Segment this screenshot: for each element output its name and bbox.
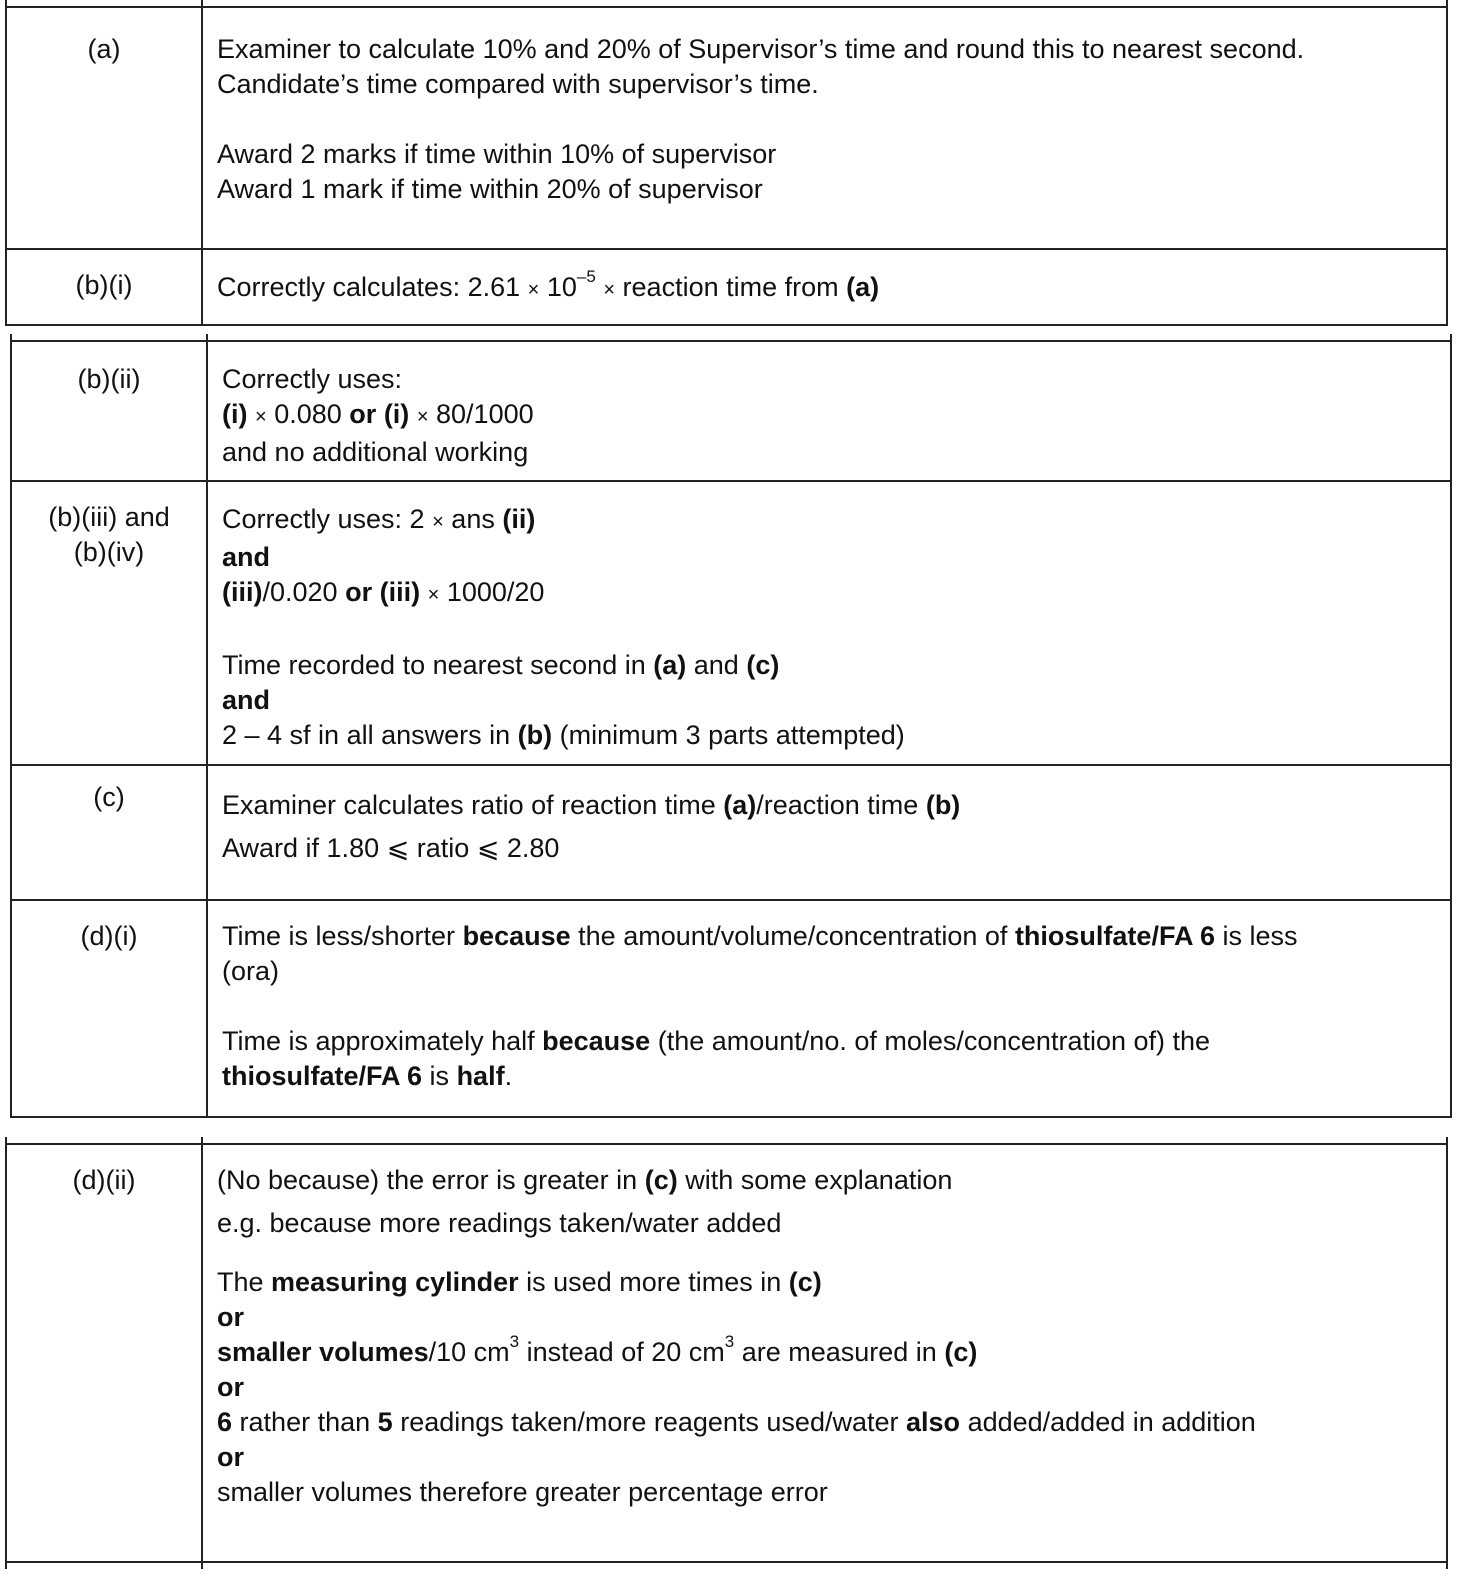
question-label: (b)(ii): [11, 341, 207, 481]
times-symbol: ×: [527, 279, 540, 301]
mark-scheme-table-1: [5, 0, 1448, 326]
table-row: [6, 1144, 1447, 1562]
marking-guidance: Correctly uses: (i) × 0.080 or (i) × 80/1000 and no additional working: [207, 341, 1451, 481]
table-row: [6, 1137, 1447, 1144]
question-label: (c): [11, 765, 207, 900]
mark-scheme-table-2: [10, 334, 1452, 1118]
table-row: [11, 334, 1451, 341]
table-row: [11, 900, 1451, 1117]
marking-guidance: [202, 7, 1447, 249]
times-symbol: ×: [255, 406, 267, 428]
question-label: (d)(ii): [6, 1144, 202, 1562]
marking-guidance: (No because) the error is greater in (c) with some explanation e.g. because more readings taken/water added The measuring cylinder is used more times in (c) or smaller volumes/10 $cm^3$ instead of 20 $cm^3$ are measured in (c) or 6 rather than 5 readings taken/more reagents used/water also added/added in addition or smaller volumes therefore greater percentage error: [202, 1144, 1447, 1562]
question-label: (b)(iii) and (b)(iv): [11, 481, 207, 765]
guidance-line: Award 1 mark if time within 20% of supervisor: [217, 174, 763, 204]
mark-scheme-table-3: [5, 1137, 1448, 1569]
guidance-line: Award 2 marks if time within 10% of supervisor: [217, 139, 777, 169]
table-row: [6, 1562, 1447, 1569]
marking-guidance: Time is less/shorter because the amount/volume/concentration of thiosulfate/FA 6 is less (ora) Time is approximately half because (the amount/no. of moles/concentration of) the thiosulfate/FA 6 is half.: [207, 900, 1451, 1117]
table-row: [6, 7, 1447, 249]
table-row: [6, 249, 1447, 325]
table-row: [11, 765, 1451, 900]
times-symbol: ×: [416, 406, 429, 428]
guidance-line: Examiner to calculate 10% and 20% of Supervisor’s time and round this to nearest second.: [217, 34, 1305, 64]
question-label: (a): [6, 7, 202, 249]
times-symbol: ×: [432, 511, 444, 533]
marking-guidance: Examiner calculates ratio of reaction time (a)/reaction time (b) Award if 1.80 ⩽ ratio ⩽ 2.80: [207, 765, 1451, 900]
question-label: (b)(i): [6, 249, 202, 325]
marking-guidance: Correctly uses: 2 × ans (ii) and (iii)/0.020 or (iii) × 1000/20 Time recorded to nearest second in (a) and (c) and 2 – 4 sf in all answers in (b) (minimum 3 parts attempted): [207, 481, 1451, 765]
marking-guidance: Correctly calculates: $2.61 \times 10^{-5}$ × reaction time from (a): [202, 249, 1447, 325]
exponent: –5: [576, 267, 596, 286]
question-label: (d)(i): [11, 900, 207, 1117]
table-row: [11, 341, 1451, 481]
guidance-line: Candidate’s time compared with supervisor’s time.: [217, 69, 819, 99]
table-row: [6, 0, 1447, 7]
times-symbol: ×: [603, 279, 616, 301]
times-symbol: ×: [427, 584, 440, 606]
table-row: [11, 481, 1451, 765]
